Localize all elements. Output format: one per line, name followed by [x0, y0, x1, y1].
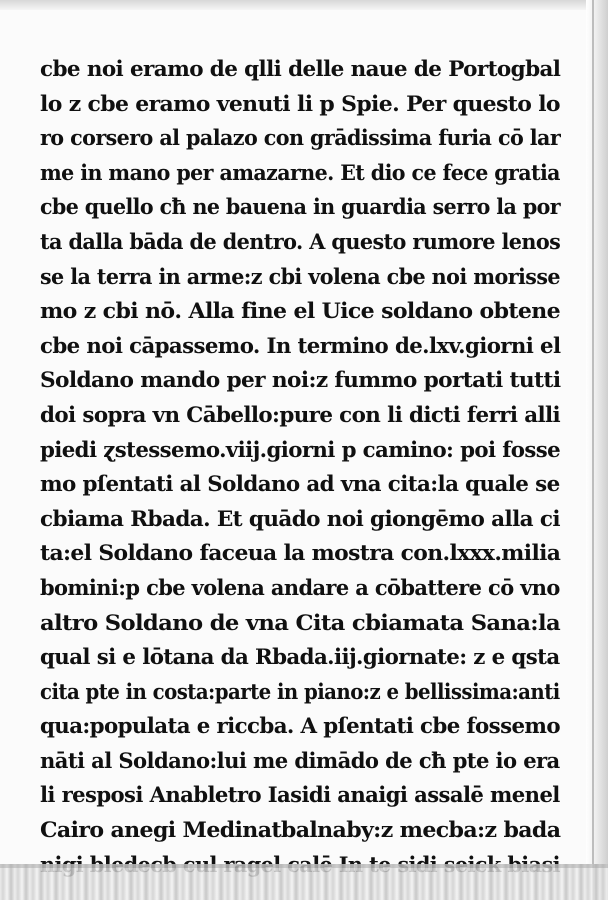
text-line: ro corsero al palazo con grādissima furia cō lar [40, 125, 561, 151]
text-line: li resposi Anabletro Iasidi anaigi assalē menel [40, 782, 560, 808]
text-line: ta dalla bāda de dentro. A questo rumore lenos [40, 228, 561, 254]
text-line: cbe quello cħ ne bauena in guardia serro la por [40, 194, 560, 220]
text-line: mo z cbi nō. Alla fine el Uice soldano obtene [40, 298, 561, 324]
page-bottom-edge-scan-artifact [0, 864, 608, 900]
page-top-edge-shadow [0, 0, 608, 10]
text-line: se la terra in arme:z cbi volena cbe noi morisse [40, 263, 560, 289]
body-text-block [40, 52, 560, 882]
text-line: qua:populata e riccba. A pſentati cbe fossemo [40, 713, 561, 739]
text-line: cbe noi cāpassemo. In termino de.lxv.giorni el [40, 332, 561, 358]
text-line: nāti al Soldano:lui me dimādo de cħ pte io era [40, 747, 560, 773]
text-line: doi sopra vn Cābello:pure con li dicti ferri alli [40, 401, 561, 427]
text-line: lo z cbe eramo venuti li p Spie. Per questo lo [40, 90, 560, 116]
text-line: cita pte in costa:parte in piano:z e bellissima:anti [40, 678, 560, 704]
text-line: me in mano per amazarne. Et dio ce fece gratia [40, 159, 560, 185]
page-right-edge-gutter [586, 0, 608, 900]
text-line: bomini:p cbe volena andare a cōbattere cō vno [40, 574, 560, 600]
text-line: ta:el Soldano faceua la mostra con.lxxx.milia [40, 540, 561, 566]
text-line: cbe noi eramo de qlli delle naue de Portogbal [40, 56, 561, 81]
text-line: Soldano mando per noi:z fummo portati tutti [40, 367, 561, 393]
text-line: mo pſentati al Soldano ad vna cita:la quale se [40, 471, 560, 497]
text-line: qual si e lōtana da Rbada.iij.giornate: z e qsta [40, 644, 560, 670]
text-line: cbiama Rbada. Et quādo noi giongēmo alla ci [40, 505, 560, 531]
text-line: piedi ɀstessemo.viij.giorni p camino: poi fosse [40, 436, 561, 462]
text-line: altro Soldano de vna Cita cbiamata Sana:la [40, 609, 561, 635]
text-line: Cairo anegi Medinatbalnaby:z mecba:z bada [40, 817, 561, 843]
